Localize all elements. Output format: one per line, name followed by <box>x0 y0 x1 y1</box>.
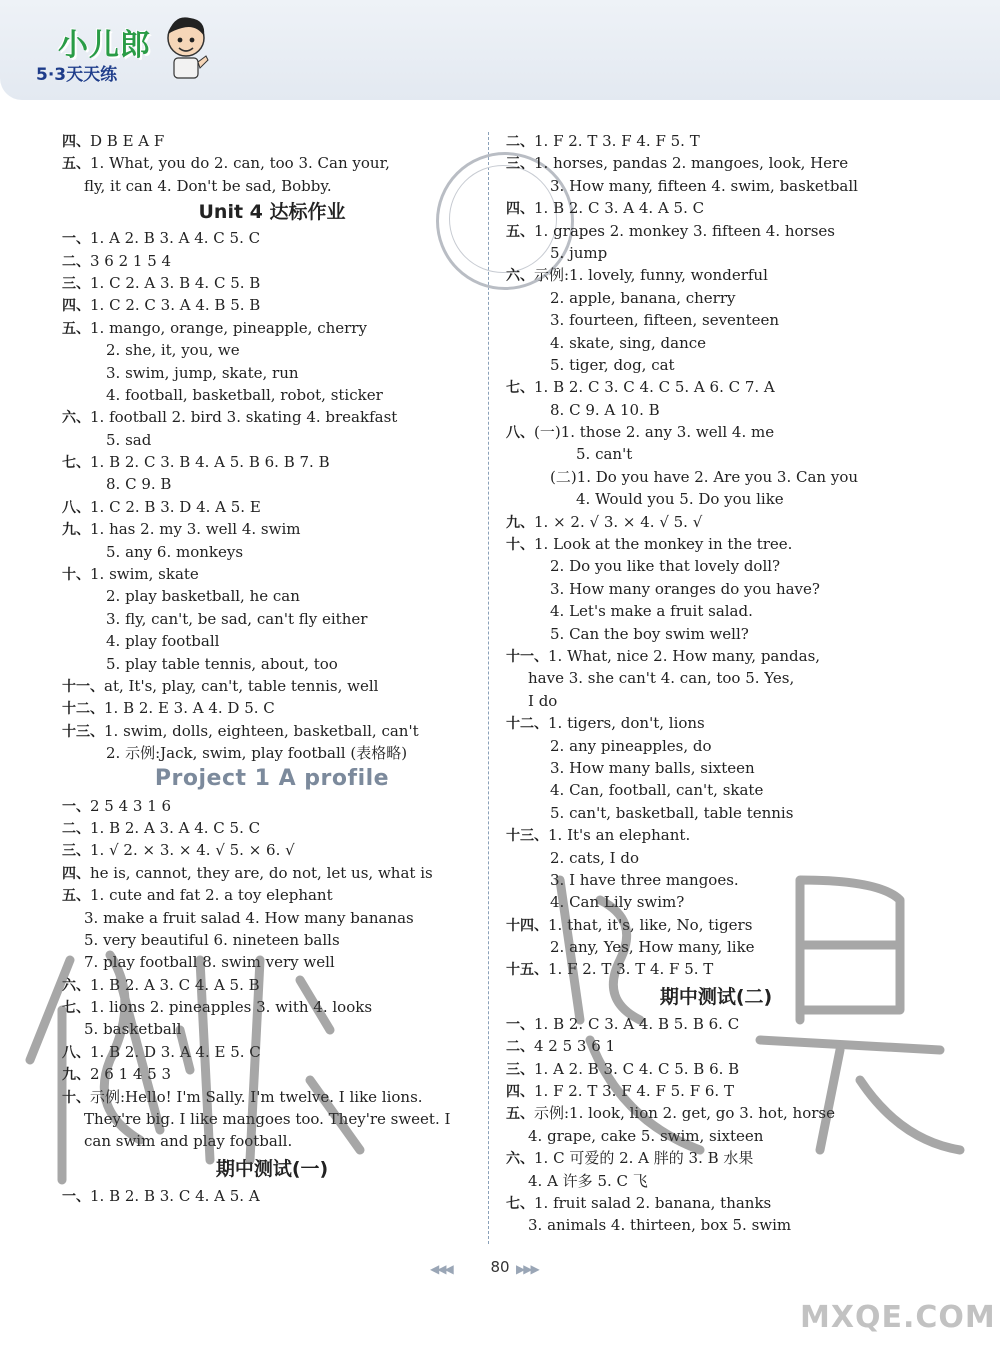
answer-text: 1. B 2. C 3. A 4. A 5. C <box>534 199 705 218</box>
answer-text: 1. B 2. C 3. C 4. C 5. A 6. C 7. A <box>534 378 775 397</box>
series-name: 5·3天天练 <box>36 65 118 85</box>
answer-text: 4. Can, football, can't, skate <box>550 781 764 800</box>
answer-line <box>506 869 926 891</box>
answer-text: 示例:1. lovely, funny, wonderful <box>534 266 768 285</box>
answer-line <box>62 496 482 518</box>
question-number: 五、 <box>506 223 534 240</box>
answer-text: 1. Look at the monkey in the tree. <box>534 535 793 554</box>
answer-text: 1. horses, pandas 2. mangoes, look, Here <box>534 154 849 173</box>
answer-line <box>506 802 926 824</box>
question-number: 三、 <box>62 843 90 860</box>
answer-text: 2 6 1 4 5 3 <box>90 1065 172 1084</box>
answer-text: 5. play table tennis, about, too <box>106 654 338 673</box>
answer-line <box>506 533 926 555</box>
answer-line <box>506 197 926 219</box>
answer-line <box>506 152 926 174</box>
question-number: 三、 <box>506 156 534 173</box>
answer-line <box>506 555 926 577</box>
answer-text: 1. F 2. T 3. F 4. F 5. F 6. T <box>534 1082 734 1101</box>
answer-line <box>506 891 926 913</box>
answer-line <box>506 264 926 286</box>
answer-line <box>62 429 482 451</box>
answer-line <box>506 332 926 354</box>
answer-line <box>506 757 926 779</box>
answer-text: 2. play basketball, he can <box>106 587 300 606</box>
question-number: 六、 <box>506 1151 534 1168</box>
page-footer <box>0 1258 1000 1288</box>
answer-line <box>506 1192 926 1214</box>
question-number: 十、 <box>62 1089 90 1106</box>
answer-text: 3. fourteen, fifteen, seventeen <box>550 311 780 330</box>
answer-line <box>62 1130 482 1152</box>
answer-line <box>506 130 926 152</box>
answer-text: 2. cats, I do <box>550 848 640 867</box>
answer-line <box>62 608 482 630</box>
question-number: 一、 <box>62 798 90 815</box>
answer-line <box>62 817 482 839</box>
answer-text: 5. very beautiful 6. nineteen balls <box>84 930 340 949</box>
answer-text: 1. lions 2. pineapples 3. with 4. looks <box>90 998 373 1017</box>
answer-line <box>62 384 482 406</box>
answer-text: 8. C 9. B <box>106 475 172 494</box>
answer-line <box>62 951 482 973</box>
answer-line <box>62 675 482 697</box>
answer-line <box>506 936 926 958</box>
question-number: 一、 <box>506 1016 534 1033</box>
answer-line <box>506 466 926 488</box>
answer-line <box>62 839 482 861</box>
answer-line <box>62 585 482 607</box>
answer-text: 3. animals 4. thirteen, box 5. swim <box>528 1216 792 1235</box>
question-number: 十二、 <box>62 701 104 718</box>
question-number: 十五、 <box>506 962 548 979</box>
answer-text: 1. F 2. T 3. F 4. F 5. T <box>534 132 700 150</box>
answer-text: 1. What, you do 2. can, too 3. Can your, <box>90 154 390 173</box>
answer-line <box>62 406 482 428</box>
answer-text: 3. swim, jump, skate, run <box>106 363 299 382</box>
answer-text: 1. B 2. C 3. A 4. B 5. B 6. C <box>534 1014 740 1033</box>
answer-line <box>62 720 482 742</box>
answer-text: 3 6 2 1 5 4 <box>90 251 172 270</box>
question-number: 六、 <box>62 410 90 427</box>
answer-text: 1. A 2. B 3. C 4. C 5. B 6. B <box>534 1059 740 1078</box>
answer-text: 1. It's an elephant. <box>548 826 691 845</box>
question-number: 四、 <box>62 298 90 315</box>
question-number: 三、 <box>506 1061 534 1078</box>
answer-line <box>62 653 482 675</box>
answer-text: 4. skate, sing, dance <box>550 333 707 352</box>
answer-text: 3. How many balls, sixteen <box>550 758 755 777</box>
answer-text: 1. B 2. D 3. A 4. E 5. C <box>90 1042 261 1061</box>
question-number: 五、 <box>506 1106 534 1123</box>
question-number: 十一、 <box>506 648 548 665</box>
question-number: 九、 <box>62 522 90 539</box>
question-number: 八、 <box>506 425 534 442</box>
answer-line <box>62 541 482 563</box>
answer-text: 4. play football <box>106 632 220 651</box>
answer-text: 4 2 5 3 6 1 <box>534 1037 616 1056</box>
question-number: 六、 <box>506 268 534 285</box>
answer-line <box>62 884 482 906</box>
answer-text: 1. F 2. T 3. T 4. F 5. T <box>548 960 714 979</box>
answer-text: 1. × 2. √ 3. × 4. √ 5. √ <box>534 512 703 531</box>
question-number: 二、 <box>506 134 534 150</box>
section-title: Project 1 A profile <box>154 765 390 791</box>
answer-line <box>506 309 926 331</box>
section-title: 期中测试(一) <box>215 1157 329 1180</box>
answer-line <box>506 958 926 980</box>
answer-text: 7. play football 8. swim very well <box>84 953 335 972</box>
answer-line <box>506 1214 926 1236</box>
question-number: 八、 <box>62 499 90 516</box>
question-number: 七、 <box>62 1000 90 1017</box>
question-number: 九、 <box>506 514 534 531</box>
answer-text: 1. C 2. A 3. B 4. C 5. B <box>90 273 261 292</box>
answer-text: 5. can't <box>576 445 633 464</box>
answer-text: 5. Can the boy swim well? <box>550 624 749 643</box>
answer-line <box>506 1035 926 1057</box>
question-number: 一、 <box>62 1188 90 1205</box>
answer-text: 1. mango, orange, pineapple, cherry <box>90 318 367 337</box>
answer-line <box>62 317 482 339</box>
answer-text: (一)1. those 2. any 3. well 4. me <box>534 423 775 442</box>
answer-line <box>506 578 926 600</box>
answer-text: 3. fly, can't, be sad, can't fly either <box>106 609 368 628</box>
prev-arrows-icon: ◀◀◀ <box>430 1262 452 1276</box>
section-title: 期中测试(二) <box>659 985 773 1008</box>
answer-text: 2 5 4 3 1 6 <box>90 796 172 815</box>
answer-line <box>506 242 926 264</box>
answer-text: 1. tigers, don't, lions <box>548 714 705 733</box>
answer-line <box>62 1041 482 1063</box>
answer-line <box>62 130 482 152</box>
answer-text: D B E A F <box>90 132 165 150</box>
section-title: Unit 4 达标作业 <box>198 201 346 224</box>
answer-line <box>62 742 482 764</box>
answer-line <box>62 152 482 174</box>
answer-text: 1. swim, skate <box>90 565 199 584</box>
answer-text: have 3. she can't 4. can, too 5. Yes, <box>528 669 795 688</box>
header-band <box>0 0 1000 100</box>
answer-text: 1. C 2. C 3. A 4. B 5. B <box>90 296 261 315</box>
answer-line <box>506 824 926 846</box>
answer-line <box>506 914 926 936</box>
question-number: 十、 <box>506 537 534 554</box>
answer-text: 3. How many, fifteen 4. swim, basketball <box>550 176 858 195</box>
answer-text: 1. B 2. B 3. C 4. A 5. A <box>90 1186 260 1205</box>
answer-text: can swim and play football. <box>84 1132 293 1151</box>
answer-line <box>62 1185 482 1207</box>
answer-text: 1. fruit salad 2. banana, thanks <box>534 1193 772 1212</box>
answer-line <box>506 287 926 309</box>
answer-text: 8. C 9. A 10. B <box>550 400 660 419</box>
answer-line <box>62 175 482 197</box>
answer-line <box>506 1102 926 1124</box>
answer-line <box>62 996 482 1018</box>
answer-line <box>506 1170 926 1192</box>
answer-text: 1. C 可爱的 2. A 胖的 3. B 水果 <box>534 1149 754 1168</box>
answer-line <box>506 690 926 712</box>
question-number: 九、 <box>62 1067 90 1084</box>
question-number: 四、 <box>62 134 90 150</box>
question-number: 四、 <box>506 201 534 218</box>
answer-line <box>62 974 482 996</box>
answer-line <box>62 362 482 384</box>
question-number: 四、 <box>506 1084 534 1101</box>
answer-line <box>506 712 926 734</box>
answer-text: 5. jump <box>550 243 608 262</box>
question-number: 五、 <box>62 320 90 337</box>
answer-text: 1. What, nice 2. How many, pandas, <box>548 646 821 665</box>
answer-line <box>506 1080 926 1102</box>
answer-text: 3. I have three mangoes. <box>550 870 739 889</box>
answer-text: 2. 示例:Jack, swim, play football (表格略) <box>106 744 408 763</box>
answer-text: 1. C 2. B 3. D 4. A 5. E <box>90 497 261 516</box>
question-number: 十四、 <box>506 917 548 934</box>
answer-line <box>506 1125 926 1147</box>
answer-line <box>506 847 926 869</box>
answer-line <box>506 1058 926 1080</box>
answer-text: 1. that, it's, like, No, tigers <box>548 915 753 934</box>
answer-text: 1. B 2. C 3. B 4. A 5. B 6. B 7. B <box>90 453 330 472</box>
answer-text: 4. football, basketball, robot, sticker <box>106 385 383 404</box>
brand-logo: 小儿郎 <box>58 28 151 63</box>
question-number: 六、 <box>62 977 90 994</box>
right-column <box>506 130 926 1237</box>
question-number: 四、 <box>62 865 90 882</box>
mascot-icon <box>160 12 212 82</box>
answer-text: 5. can't, basketball, table tennis <box>550 803 794 822</box>
answer-text: 4. grape, cake 5. swim, sixteen <box>528 1126 764 1145</box>
question-number: 十、 <box>62 567 90 584</box>
answer-text: 示例:1. look, lion 2. get, go 3. hot, horse <box>534 1104 835 1123</box>
answer-line <box>506 1013 926 1035</box>
answer-text: (二)1. Do you have 2. Are you 3. Can you <box>550 467 859 486</box>
answer-line <box>62 907 482 929</box>
answer-line <box>506 511 926 533</box>
answer-text: 1. cute and fat 2. a toy elephant <box>90 886 333 905</box>
question-number: 十三、 <box>506 828 548 845</box>
question-number: 二、 <box>506 1039 534 1056</box>
answer-line <box>62 697 482 719</box>
site-watermark: MXQE.COM <box>800 1300 996 1335</box>
question-number: 五、 <box>62 156 90 173</box>
answer-line <box>506 488 926 510</box>
answer-line <box>506 376 926 398</box>
answer-text: 1. B 2. A 3. A 4. C 5. C <box>90 818 261 837</box>
answer-line <box>506 1147 926 1169</box>
answer-text: 4. Would you 5. Do you like <box>576 490 784 509</box>
answer-text: 5. any 6. monkeys <box>106 542 244 561</box>
answer-line <box>506 667 926 689</box>
answer-line <box>506 600 926 622</box>
answer-line <box>506 175 926 197</box>
answer-line <box>62 630 482 652</box>
answer-text: 2. any pineapples, do <box>550 736 712 755</box>
answer-line <box>62 518 482 540</box>
answer-line <box>62 294 482 316</box>
answer-line <box>62 929 482 951</box>
answer-line <box>62 1018 482 1040</box>
answer-text: 示例:Hello! I'm Sally. I'm twelve. I like lions. <box>90 1087 423 1106</box>
question-number: 十三、 <box>62 723 104 740</box>
question-number: 八、 <box>62 1044 90 1061</box>
answer-line <box>62 1108 482 1130</box>
answer-text: 4. A 许多 5. C 飞 <box>528 1171 648 1190</box>
question-number: 二、 <box>62 253 90 270</box>
answer-text: 2. Do you like that lovely doll? <box>550 557 781 576</box>
answer-line <box>62 227 482 249</box>
answer-text: at, It's, play, can't, table tennis, well <box>104 676 379 695</box>
answer-line <box>62 250 482 272</box>
answer-line <box>506 399 926 421</box>
answer-text: 4. Can Lily swim? <box>550 893 685 912</box>
answer-line <box>506 735 926 757</box>
answer-text: 5. basketball <box>84 1020 182 1039</box>
question-number: 一、 <box>62 231 90 248</box>
answer-text: 2. apple, banana, cherry <box>550 288 736 307</box>
answer-line <box>506 443 926 465</box>
column-divider <box>488 132 489 1244</box>
answer-text: 5. tiger, dog, cat <box>550 355 675 374</box>
question-number: 二、 <box>62 820 90 837</box>
answer-line <box>506 354 926 376</box>
question-number: 三、 <box>62 275 90 292</box>
question-number: 七、 <box>62 455 90 472</box>
answer-line <box>506 421 926 443</box>
page-number: 80 <box>490 1258 510 1276</box>
answer-line <box>506 220 926 242</box>
answer-text: They're big. I like mangoes too. They're sweet. I <box>84 1110 451 1129</box>
answer-text: I do <box>528 691 558 710</box>
answer-text: 1. grapes 2. monkey 3. fifteen 4. horses <box>534 221 836 240</box>
answer-text: 3. make a fruit salad 4. How many bananas <box>84 908 414 927</box>
answer-text: 1. football 2. bird 3. skating 4. breakfast <box>90 408 398 427</box>
next-arrows-icon: ▶▶▶ <box>516 1262 538 1276</box>
answer-line <box>506 623 926 645</box>
answer-text: 1. B 2. A 3. C 4. A 5. B <box>90 975 260 994</box>
answer-line <box>62 339 482 361</box>
question-number: 七、 <box>506 380 534 397</box>
answer-line <box>506 779 926 801</box>
answer-line <box>62 473 482 495</box>
question-number: 十二、 <box>506 716 548 733</box>
answer-text: 4. Let's make a fruit salad. <box>550 602 753 621</box>
answer-text: 1. √ 2. × 3. × 4. √ 5. × 6. √ <box>90 841 295 860</box>
answer-text: 2. any, Yes, How many, like <box>550 938 755 957</box>
answer-line <box>62 1086 482 1108</box>
answer-text: 1. has 2. my 3. well 4. swim <box>90 520 301 539</box>
answer-text: 2. she, it, you, we <box>106 341 240 360</box>
answer-text: he is, cannot, they are, do not, let us, what is <box>90 863 433 882</box>
answer-text: 5. sad <box>106 430 152 449</box>
question-number: 五、 <box>62 888 90 905</box>
answer-text: 3. How many oranges do you have? <box>550 579 820 598</box>
left-column <box>62 130 482 1207</box>
answer-line <box>506 645 926 667</box>
answer-text: 1. A 2. B 3. A 4. C 5. C <box>90 229 261 248</box>
answer-text: fly, it can 4. Don't be sad, Bobby. <box>84 176 332 195</box>
answer-line <box>62 563 482 585</box>
answer-line <box>62 862 482 884</box>
answer-text: 1. swim, dolls, eighteen, basketball, can't <box>104 721 419 740</box>
answer-line <box>62 272 482 294</box>
answer-line <box>62 451 482 473</box>
answer-text: 1. B 2. E 3. A 4. D 5. C <box>104 699 275 718</box>
question-number: 十一、 <box>62 678 104 695</box>
answer-line <box>62 795 482 817</box>
answer-line <box>62 1063 482 1085</box>
question-number: 七、 <box>506 1195 534 1212</box>
